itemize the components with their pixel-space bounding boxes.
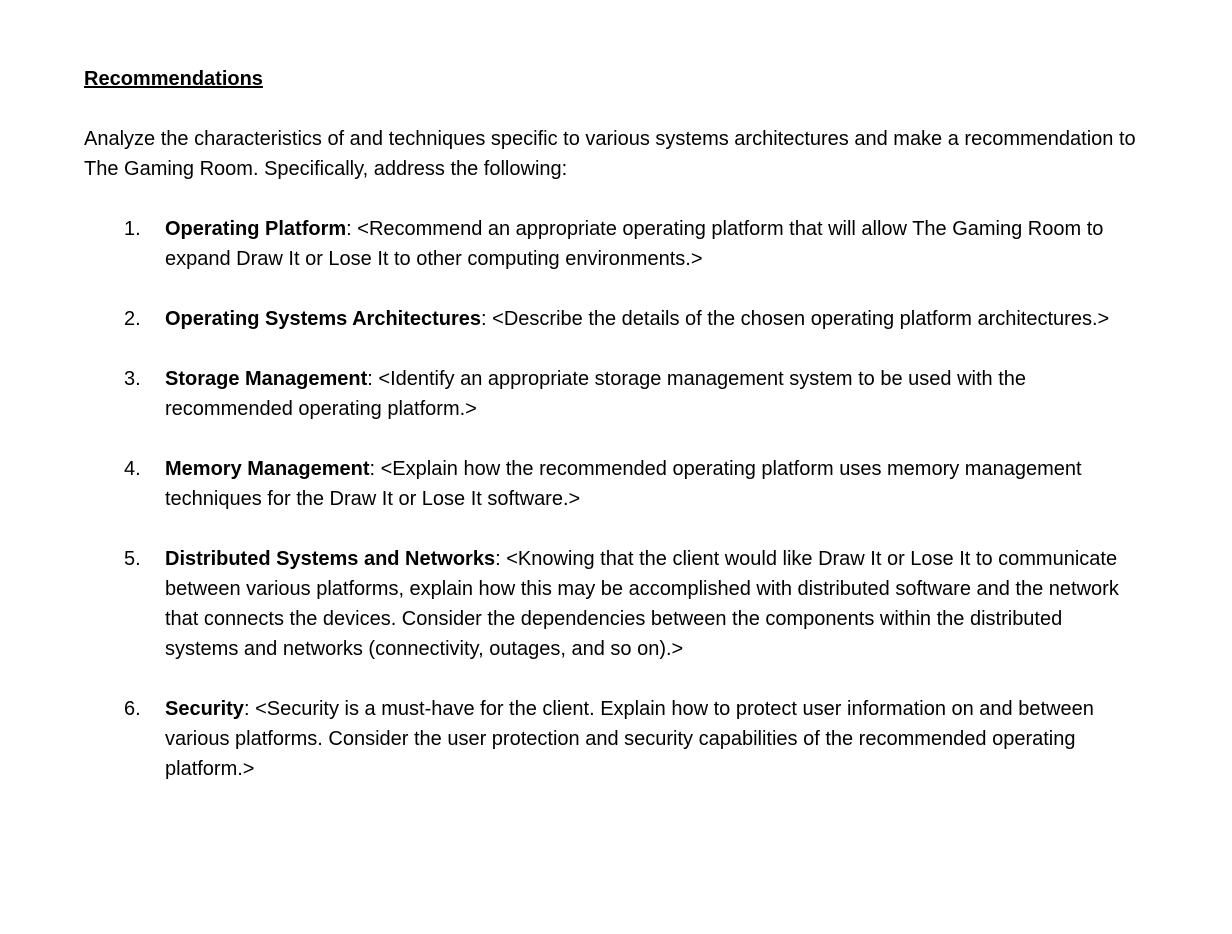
list-item-number: 5. bbox=[124, 548, 141, 570]
list-item bbox=[84, 214, 1140, 274]
list-item-term: Operating Platform bbox=[165, 218, 347, 240]
intro-paragraph: Analyze the characteristics of and techniques specific to various systems architectures and make a recommendation to The Gaming Room. Specifically, address the following: bbox=[84, 128, 1136, 180]
list-item-term: Memory Management bbox=[165, 458, 370, 480]
list-item-term: Operating Systems Architectures bbox=[165, 308, 482, 330]
list-item-number: 2. bbox=[124, 308, 141, 330]
list-item-separator: : bbox=[243, 698, 256, 720]
section-heading: Recommendations bbox=[84, 68, 263, 90]
list-item bbox=[84, 304, 1140, 334]
list-item-text: <Knowing that the client would like Draw It or Lose It to communicate between various platforms, explain how this may be accomplished with distributed software and the network that connects the devices. Consider the dependencies between the components within the distributed systems and networks (connectivity, outages, and so on).> bbox=[165, 548, 1119, 660]
list-item-text: <Explain how the recommended operating platform uses memory management techniques for the Draw It or Lose It software.> bbox=[165, 458, 1082, 510]
list-item-separator: : bbox=[367, 368, 379, 390]
list-item-text: <Identify an appropriate storage management system to be used with the recommended operating platform.> bbox=[165, 368, 1026, 420]
list-item-separator: : bbox=[346, 218, 358, 240]
list-item-text: <Security is a must-have for the client. Explain how to protect user information on and between various platforms. Consider the user protection and security capabilities of the recommended operating platform.> bbox=[165, 698, 1094, 780]
list-item-term: Storage Management bbox=[165, 368, 368, 390]
list-item-number: 3. bbox=[124, 368, 141, 390]
list-item-term: Distributed Systems and Networks bbox=[165, 548, 496, 570]
requirements-list bbox=[84, 214, 1144, 784]
list-item-separator: : bbox=[481, 308, 493, 330]
list-item-text: <Describe the details of the chosen operating platform architectures.> bbox=[492, 308, 1110, 330]
list-item bbox=[84, 544, 1140, 664]
list-item-number: 6. bbox=[124, 698, 141, 720]
list-item-text: <Recommend an appropriate operating platform that will allow The Gaming Room to expand Draw It or Lose It to other computing environments.> bbox=[165, 218, 1104, 270]
document-page bbox=[84, 64, 1144, 814]
list-item-term: Security bbox=[165, 698, 244, 720]
list-item bbox=[84, 454, 1140, 514]
list-item-separator: : bbox=[369, 458, 381, 480]
list-item bbox=[84, 364, 1140, 424]
list-item-separator: : bbox=[495, 548, 507, 570]
list-item bbox=[84, 694, 1140, 784]
list-item-number: 4. bbox=[124, 458, 141, 480]
list-item-number: 1. bbox=[124, 218, 141, 240]
